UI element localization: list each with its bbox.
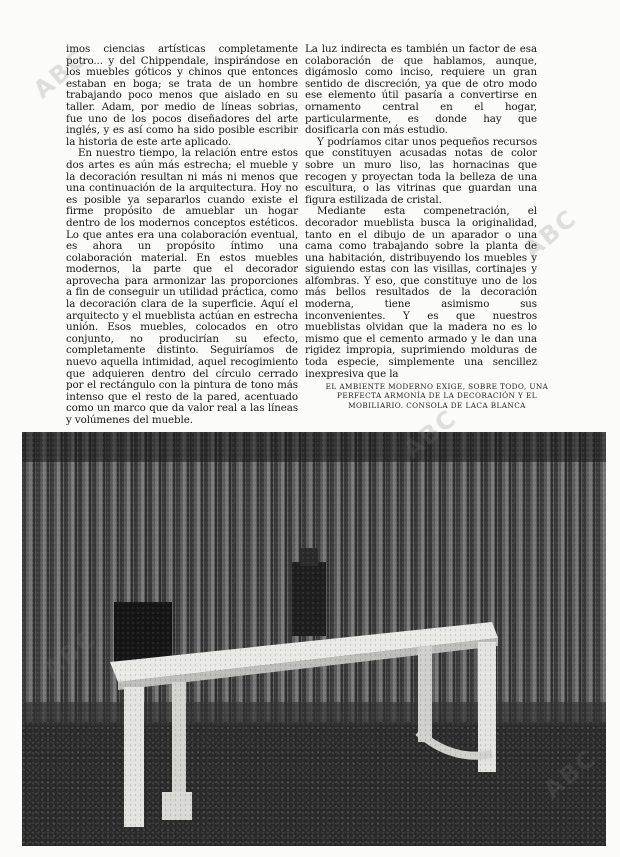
watermark: ABC (518, 203, 583, 265)
watermark: ABC (538, 743, 603, 805)
photo-illustration (22, 432, 606, 846)
paragraph: Mediante esta compenetración, el decorador mueblista busca la originalidad, tanto en el dibujo de un aparador o una cama como trabajando sobre la planta de una habitación, distribuyendo los muebles y siguiendo estas con las visillas, cortinajes y alfombras. Y eso, que constituye uno de los más bellos resultados de la decoración moderna, tiene asimismo sus inconvenientes. Y es que nuestros mueblistas olvidan que la madera no es lo mismo que el cemento armado y le dan una rigidez impropia, suprimiendo molduras de toda especie, simplemente una sencillez inexpresiva que la (305, 205, 537, 380)
watermark: ABC (28, 43, 93, 105)
text-column-left (66, 44, 298, 427)
photo-caption: EL AMBIENTE MODERNO EXIGE, SOBRE TODO, UNA PERFECTA ARMONÍA DE LA DECORACIÓN Y EL MOBILIARIO. CONSOLA DE LACA BLANCA (325, 382, 549, 410)
paragraph: La luz indirecta es también un factor de esa colaboración de que hablamos, aunque, digámoslo como inciso, requiere un gran sentido de discreción, ya que de otro modo ese elemento útil pasaría a convertirse en ornamento central en el hogar, particularmente, es donde hay que dosificarla con más estudio. (305, 43, 537, 137)
paragraph: En nuestro tiempo, la relación entre estos dos artes es aún más estrecha; el mueble y la decoración resultan ni más ni menos que una continuación de la arquitectura. Hoy no es posible ya separarlos cuando existe el firme propósito de amueblar un hogar dentro de los modernos conceptos estéticos. Lo que antes era una colaboración eventual, es ahora un propósito íntimo una colaboración material. En estos muebles modernos, la parte que el decorador aprovecha para armonizar las proporciones a fin de conseguir un utilidad práctica, como la decoración clara de la superficie. Aquí el arquitecto y el mueblista actúan en estrecha unión. Esos muebles, colocados en otro conjunto, no producirían su efecto, completamente distinto. Seguiríamos de nuevo aquella intimidad, aquel recogimiento que adquieren dentro del círculo cerrado por el rectángulo con la pintura de tono más intenso que el resto de la pared, acentuado como un marco que da valor real a las líneas y volúmenes del mueble. (66, 147, 298, 426)
watermark: ABC (38, 623, 103, 685)
text-column-right (305, 44, 537, 380)
interior-photo (22, 432, 606, 846)
paragraph: Y podríamos citar unos pequeños recursos que constituyen acusadas notas de color sobre un muro liso, las hornacinas que recogen y proyectan toda la belleza de una escultura, o las vitrinas que guardan una figura estilizada de cristal. (305, 135, 537, 206)
watermark: ABC (398, 403, 463, 465)
paragraph: imos ciencias artísticas completamente potro... y del Chippendale, inspirándose en los muebles góticos y chinos que entonces estaban en boga; se trata de un hombre trabajando poco menos que aislado en su taller. Adam, por medio de líneas sobrias, fue uno de los pocos diseñadores del arte inglés, y es así como ha sido posible escribir la historia de este arte aplicado. (66, 43, 298, 148)
